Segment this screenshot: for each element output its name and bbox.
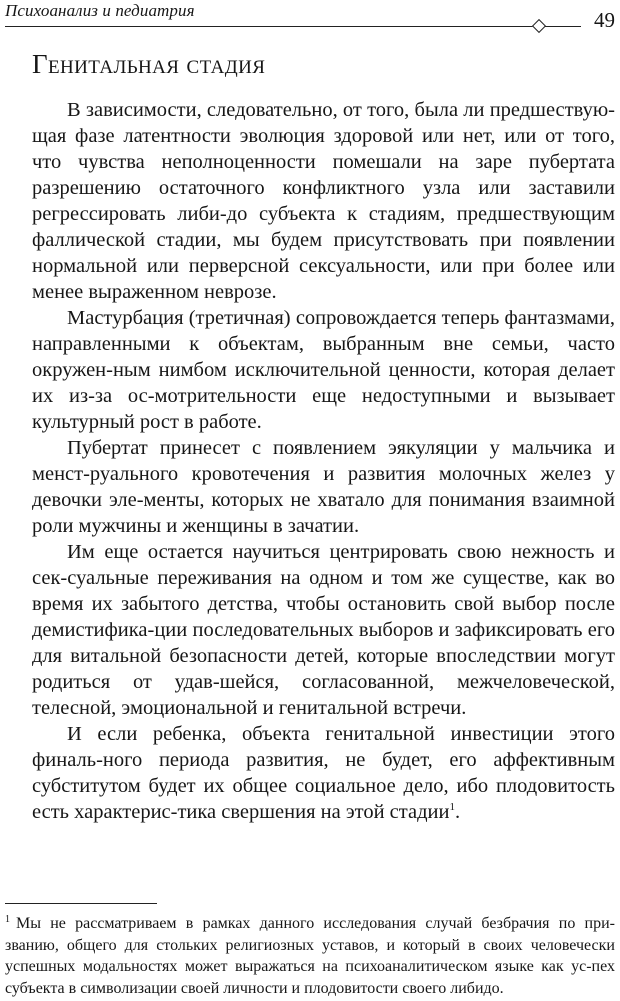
paragraph-1: В зависимости, следовательно, от того, была ли предшествую-щая фазе латентности эволюция здоровой или нет, или от того, что чувства неполноценности помешали на заре пубертата разрешению остаточного конфликтного узла или заставили регрессировать либи-до субъекта к стадиям, предшествующим фаллической стадии, мы будем присутствовать при появлении нормальной или перверсной сексуальности, или при более или менее выраженном неврозе.	[32, 99, 615, 303]
header-rule-diamond-ornament	[532, 19, 546, 33]
page-number: 49	[594, 8, 615, 32]
footnote-text: Мы не рассматриваем в рамках данного исследования случай безбрачия по при-званию, общего для стольких религиозных уставов, и который в своих человечески успешных модальностях может выражаться на психоаналитическом языке как ус-пех субъекта в символизации своей личности и плодовитости своего либидо.	[5, 915, 615, 997]
header-rule-tail	[545, 26, 581, 27]
footnote-reference: 1	[449, 801, 455, 814]
header-rule	[5, 26, 535, 27]
body-text	[32, 97, 615, 825]
footnote-rule	[5, 903, 157, 904]
section-title: Генитальная стадия	[32, 49, 266, 79]
paragraph-4: Им еще остается научиться центрировать свою нежность и сек-суальные переживания на одном и том же существе, как во время их забытого детства, чтобы остановить свой выбор после демистифика-ции последовательных выборов и зафиксировать его для витальной безопасности детей, которые впоследствии могут родиться от удав-шейся, согласованной, межчеловеческой, телесной, эмоциональной и генитальной встречи.	[32, 541, 615, 719]
paragraph-5-text: И если ребенка, объекта генитальной инвестиции этого финаль-ного периода развития, не будет, его аффективным субститутом будет их общее социальное дело, ибо плодовитость есть характерис-тика свершения на этой стадии	[32, 723, 615, 823]
running-title: Психоанализ и педиатрия	[5, 1, 195, 20]
paragraph-2: Мастурбация (третичная) сопровождается теперь фантазмами, направленными к объектам, выбранным вне семьи, часто окружен-ным нимбом исключительной ценности, которая делает их из-за ос-мотрительности еще недоступными и вызывает культурный рост в работе.	[32, 307, 615, 433]
running-head	[5, 0, 585, 42]
footnote-marker: 1	[5, 913, 10, 925]
paragraph-5: И если ребенка, объекта генитальной инвестиции этого финаль-ного периода развития, не будет, его аффективным субститутом будет их общее социальное дело, ибо плодовитость есть характерис-тика свершения на этой стадии$^1$.	[32, 723, 615, 823]
paragraph-3: Пубертат принесет с появлением эякуляции у мальчика и менст-руального кровотечения и развития молочных желез у девочки эле-менты, которых не хватало для понимания взаимной роли мужчины и женщины в зачатии.	[32, 437, 615, 537]
footnote	[5, 913, 615, 999]
